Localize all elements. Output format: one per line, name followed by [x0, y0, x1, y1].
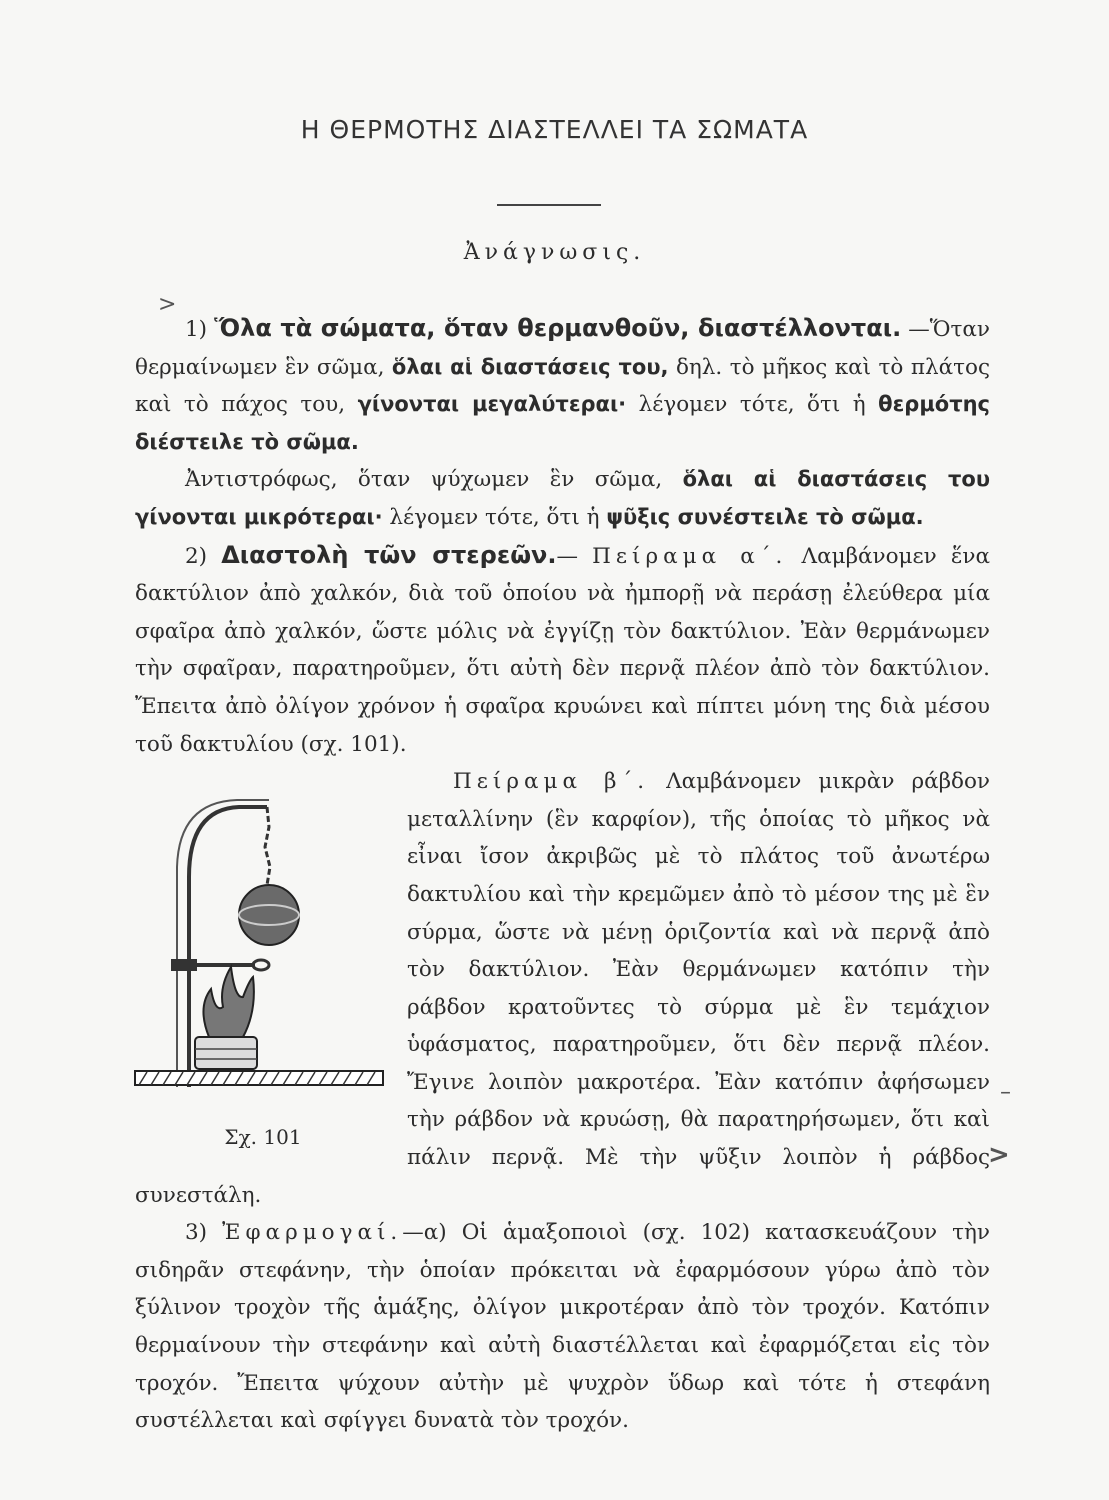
text-run: λέγομεν τότε, ὅτι ἡ	[382, 504, 607, 530]
text-run: —	[556, 543, 593, 569]
bold-run: ὅλαι αἱ διαστάσεις του γίνονται μικρότεραι·	[135, 467, 991, 529]
chapter-title: Η ΘΕΡΜΟΤΗΣ ΔΙΑΣΤΕΛΛΕΙ ΤΑ ΣΩΜΑΤΑ	[300, 115, 809, 144]
experiment-label: Πείραμα α΄.	[592, 543, 788, 569]
text-run: λέγομεν τότε, ὅτι ἡ	[626, 392, 879, 418]
margin-dash: –	[1000, 1080, 1011, 1105]
ring	[253, 960, 269, 970]
paragraph-1	[135, 310, 990, 461]
text-run: —α) Οἱ ἁμαξοποιοὶ (σχ. 102) κατασκευάζουν τὴν σιδηρᾶν στεφάνην, τὴν ὁποίαν πρόκειται νὰ ἐφαρμόσουν γύρω ἀπὸ τὸν ξύλινον τροχὸν τῆς ἁμάξης, ὀλίγον μικροτέραν ἀπὸ τὸν τροχόν. Κατόπιν θερμαίνουν τὴν στεφάνην καὶ αὐτὴ διαστέλλεται καὶ ἐφαρμόζεται εἰς τὸν τροχόν. Ἔπειτα ψύχουν αὐτὴν μὲ ψυχρὸν ὕδωρ καὶ τότε ἡ στεφάνη συστέλλεται καὶ σφίγγει δυνατὰ τὸν τροχόν.	[135, 1220, 990, 1434]
paragraph-number: 2)	[185, 543, 208, 569]
paragraph-number: 1)	[185, 317, 208, 342]
ring-and-ball-apparatus	[127, 767, 399, 1117]
bold-run: ψῦξις συνέστειλε τὸ σῶμα.	[606, 504, 924, 529]
figure-101	[127, 767, 399, 1162]
paragraph-2	[135, 461, 990, 536]
text-run: δηλ. τὸ μῆκος καὶ τὸ πλάτος καὶ τὸ πάχος του,	[135, 354, 990, 418]
margin-arrow: >	[988, 1140, 1010, 1170]
text-run: —Ὅταν θερμαίνωμεν ἓν σῶμα,	[135, 317, 990, 380]
section-heading: Διαστολὴ τῶν στερεῶν.	[221, 540, 557, 569]
text-run: Λαμβάνομεν μικρὰν ράβδον μεταλλίνην (ἓν καρφίον), τῆς ὁποίας τὸ μῆκος νὰ εἶναι ἴσον ἀκριβῶς μὲ τὸ πλάτος τοῦ ἀνωτέρω δακτυλίου καὶ τὴν κρεμῶμεν ἀπὸ τὸ μέσον της μὲ ἓν σύρμα, ὥστε νὰ μένῃ ὁριζοντία καὶ νὰ περνᾷ ἀπὸ τὸν δακτύλιον. Ἐὰν θερμάνωμεν κατόπιν τὴν ράβδον κρατοῦντες τὸ σύρμα μὲ ἓν τεμάχιον ὑφάσματος, παρατηροῦμεν, ὅτι δὲν περνᾷ πλέον. Ἔγινε λοιπὸν μακροτέρα. Ἐὰν κατόπιν ἀφήσωμεν τὴν ράβδον νὰ κρυώσῃ, θὰ παρατηρήσωμεν, ὅτι καὶ πάλιν περνᾷ. Μὲ τὴν ψῦξιν λοιπὸν ἡ ράβδος συνεστάλη.	[135, 769, 990, 1208]
section-subtitle: Ἀνάγνωσις.	[463, 240, 646, 265]
margin-mark: >	[158, 292, 177, 317]
paragraph-5	[135, 1214, 990, 1440]
clamp	[171, 959, 197, 971]
paragraph-3	[135, 537, 990, 764]
metal-ball	[239, 885, 299, 945]
flame	[203, 967, 253, 1037]
bold-run: ὅλαι αἱ διαστάσεις του,	[391, 354, 669, 379]
applications-label: Ἐφαρμογαί.	[222, 1220, 403, 1246]
experiment-label: Πείραμα β΄.	[453, 769, 650, 795]
paragraph-number: 3)	[185, 1220, 208, 1246]
title-divider	[497, 204, 601, 206]
bold-run: γίνονται μεγαλύτεραι·	[357, 392, 627, 417]
figure-caption: Σχ. 101	[224, 1125, 302, 1150]
body-text	[135, 310, 990, 1440]
text-run: Λαμβάνομεν ἕνα δακτύλιον ἀπὸ χαλκόν, διὰ τοῦ ὁποίου νὰ ἠμπορῇ νὰ περάσῃ ἐλεύθερα μία σφαῖρα ἀπὸ χαλκόν, ὥστε μόλις νὰ ἐγγίζῃ τὸν δακτύλιον. Ἐὰν θερμάνωμεν τὴν σφαῖραν, παρατηροῦμεν, ὅτι αὐτὴ δὲν περνᾷ πλέον ἀπὸ τὸν δακτύλιον. Ἔπειτα ἀπὸ ὀλίγον χρόνον ἡ σφαῖρα κρυώνει καὶ πίπτει μόνη της διὰ μέσου τοῦ δακτυλίου (σχ. 101).	[135, 543, 990, 757]
bold-run: θερμότης διέστειλε τὸ σῶμα.	[135, 392, 991, 454]
base-plate	[135, 1071, 383, 1085]
principle-heading: Ὅλα τὰ σώματα, ὅταν θερμανθοῦν, διαστέλλονται.	[214, 314, 902, 342]
text-run: Ἀντιστρόφως, ὅταν ψύχωμεν ἓν σῶμα,	[185, 467, 683, 493]
spirit-lamp	[195, 1037, 257, 1069]
chain	[265, 807, 270, 885]
